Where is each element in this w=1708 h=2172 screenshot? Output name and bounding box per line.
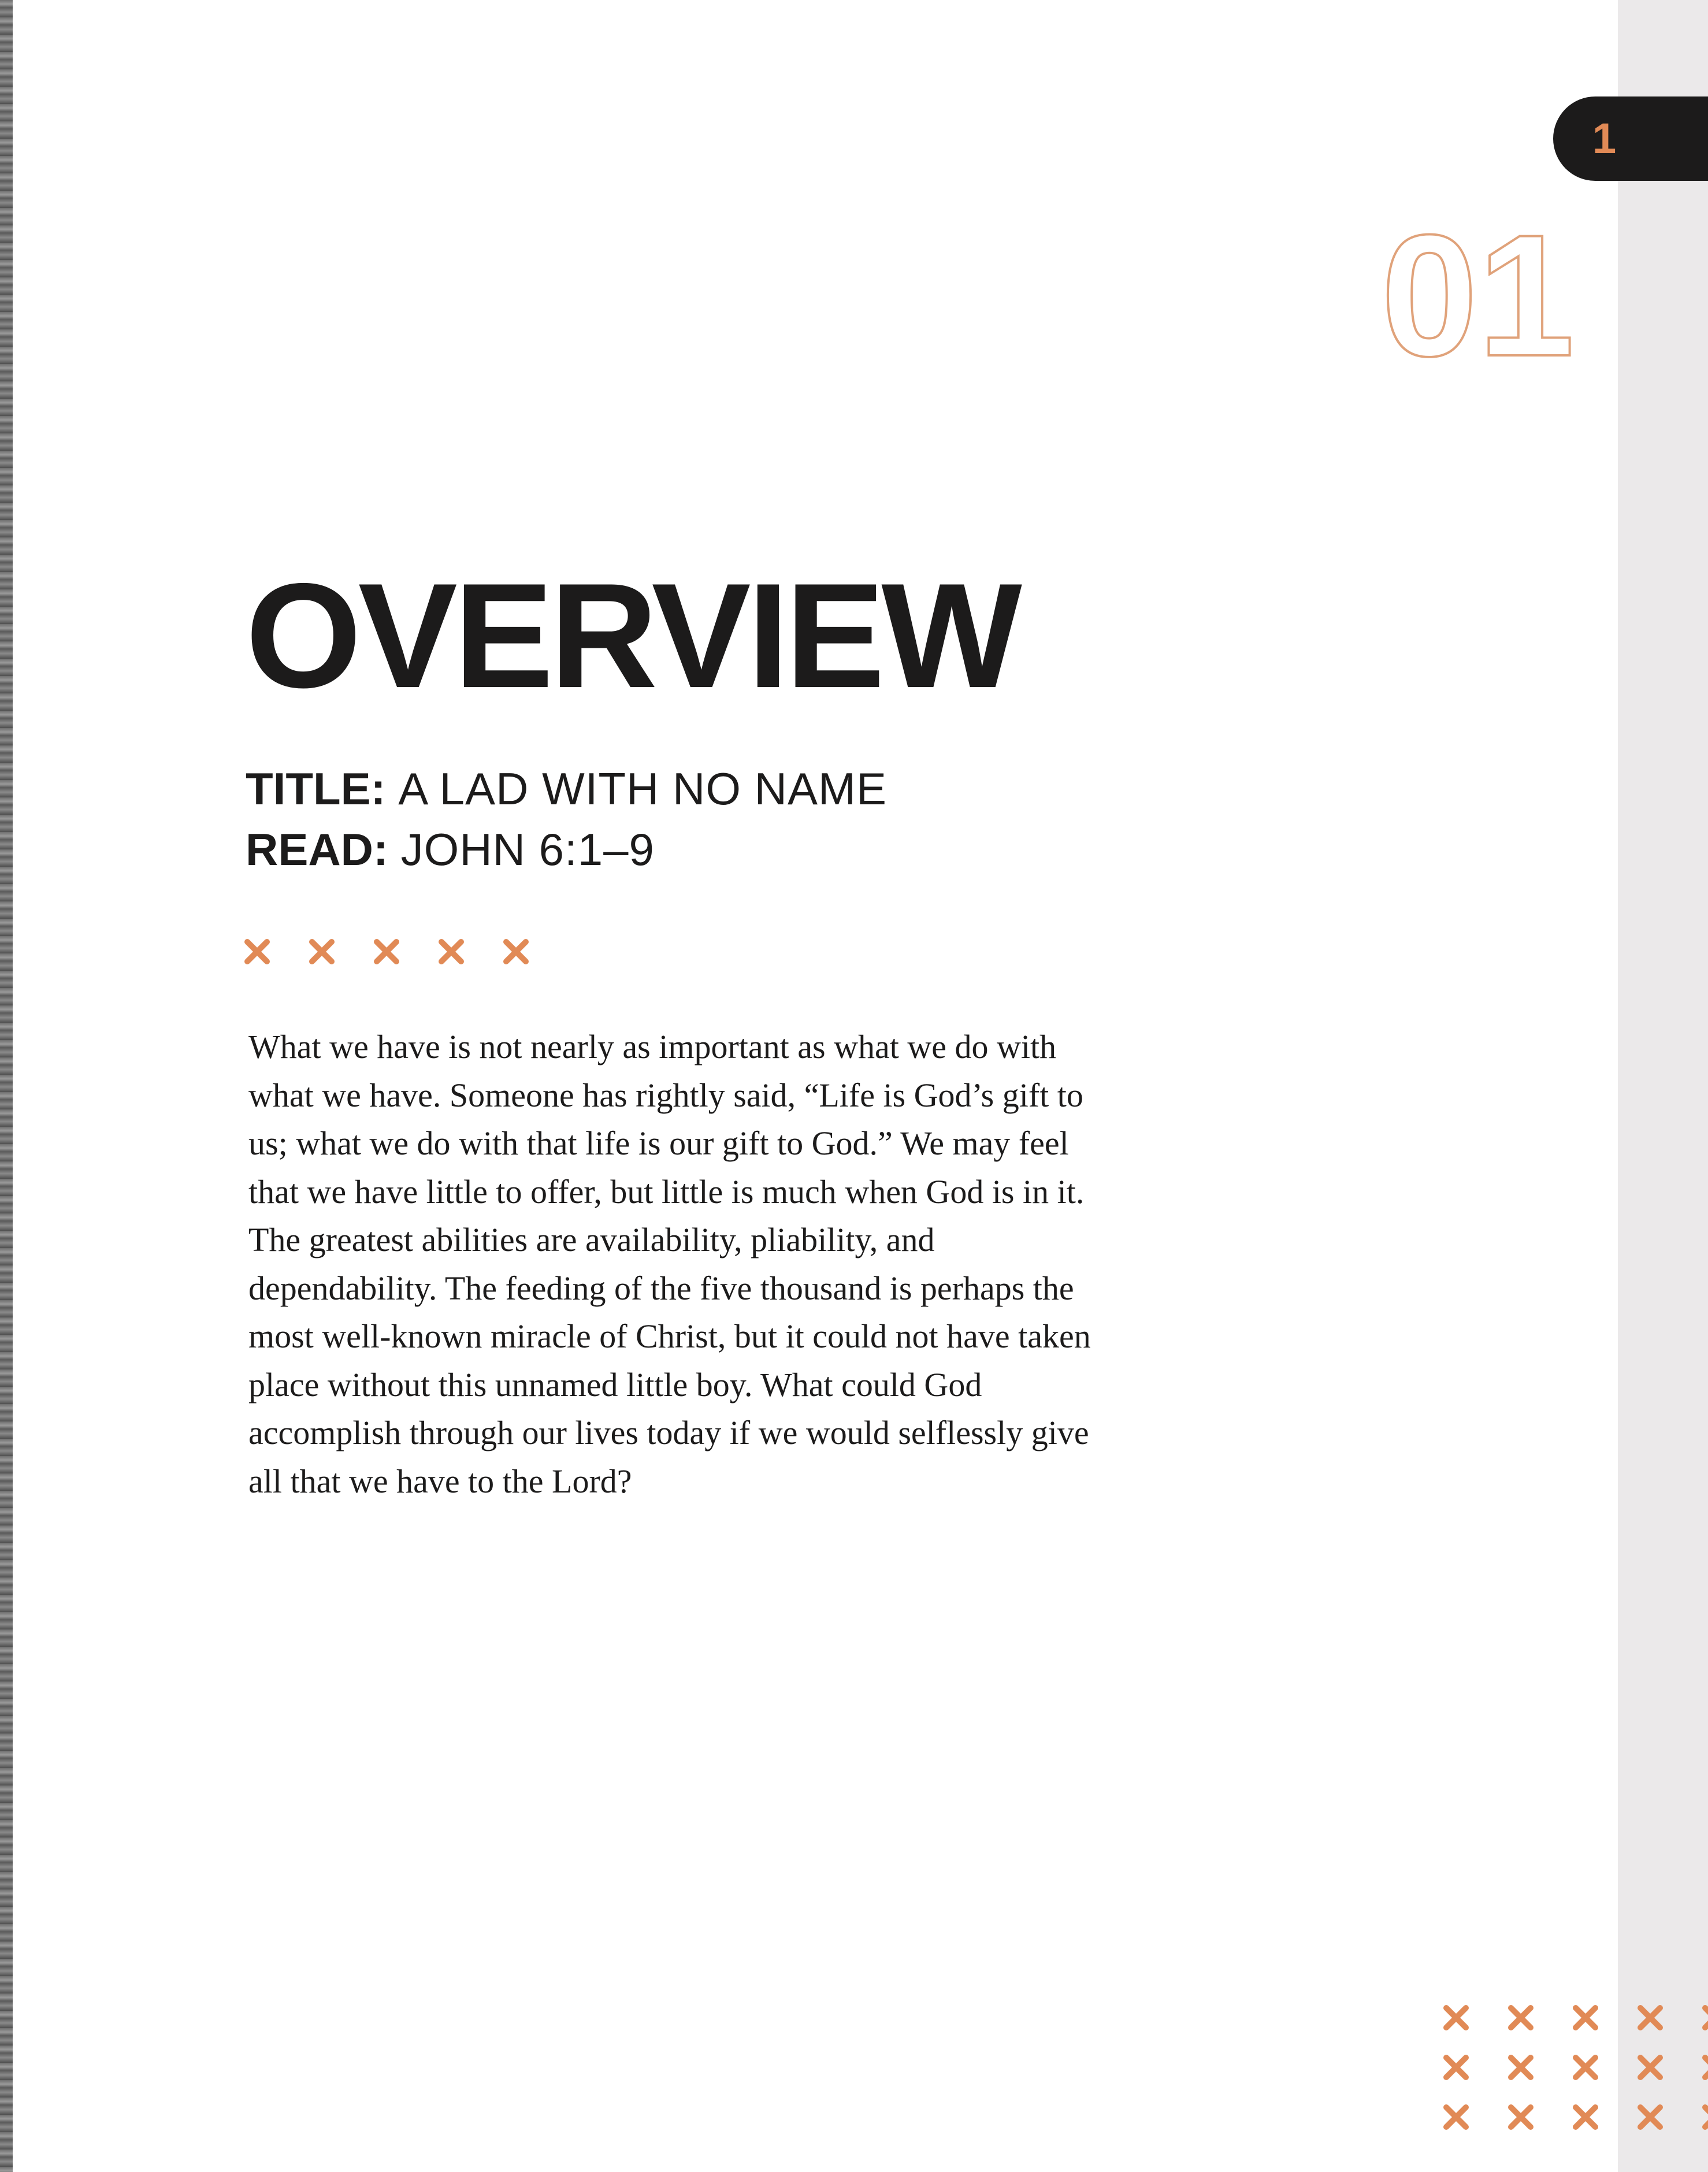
x-mark-icon <box>1511 2107 1531 2127</box>
x-mark-icon <box>1705 2058 1708 2077</box>
page-number-tab <box>1553 96 1708 181</box>
x-mark-icon <box>1446 2008 1466 2028</box>
x-mark-icon <box>1640 2107 1660 2127</box>
read-value: JOHN 6:1–9 <box>400 824 655 875</box>
page-title: OVERVIEW <box>246 552 1019 719</box>
x-mark-icon <box>1705 2107 1708 2127</box>
x-mark-icon <box>1640 2008 1660 2028</box>
x-mark-icon <box>312 942 332 961</box>
page-number: 1 <box>1592 114 1617 162</box>
x-mark-icon <box>377 942 396 961</box>
divider-x-marks <box>243 931 543 972</box>
x-mark-icon <box>1446 2107 1466 2127</box>
x-mark-icon <box>1511 2058 1531 2077</box>
chapter-number-text: 01 <box>1381 202 1575 364</box>
title-label: TITLE: <box>246 763 386 814</box>
x-mark-icon <box>1576 2107 1595 2127</box>
x-mark-icon <box>1576 2058 1595 2077</box>
x-mark-icon <box>1446 2058 1466 2077</box>
x-mark-icon <box>247 942 267 961</box>
x-mark-icon <box>1576 2008 1595 2028</box>
lesson-title-line <box>246 763 887 815</box>
chapter-number <box>1378 202 1580 364</box>
x-mark-icon <box>1640 2058 1660 2077</box>
x-mark-icon <box>1705 2008 1708 2028</box>
x-mark-icon <box>1511 2008 1531 2028</box>
side-strip <box>1618 0 1708 2172</box>
title-value: A LAD WITH NO NAME <box>398 763 888 814</box>
x-mark-icon <box>441 942 461 961</box>
corner-x-pattern <box>1439 1999 1708 2138</box>
read-label: READ: <box>246 824 388 875</box>
page-binding-edge <box>0 0 13 2172</box>
reading-line <box>246 823 655 875</box>
x-mark-icon <box>506 942 526 961</box>
overview-body: What we have is not nearly as important as what we do with what we have. Someone has rightly said, “Life is God’s gift to us; what we do with that life is our gift to God.” We may feel that we have little to offer, but little is much when God is in it. The greatest abilities are availability, pliability, and dependability. The feeding of the five thousand is perhaps the most well-known miracle of Christ, but it could not have taken place without this unnamed little boy. What could God accomplish through our lives today if we would selflessly give all that we have to the Lord? <box>248 1028 1091 1500</box>
